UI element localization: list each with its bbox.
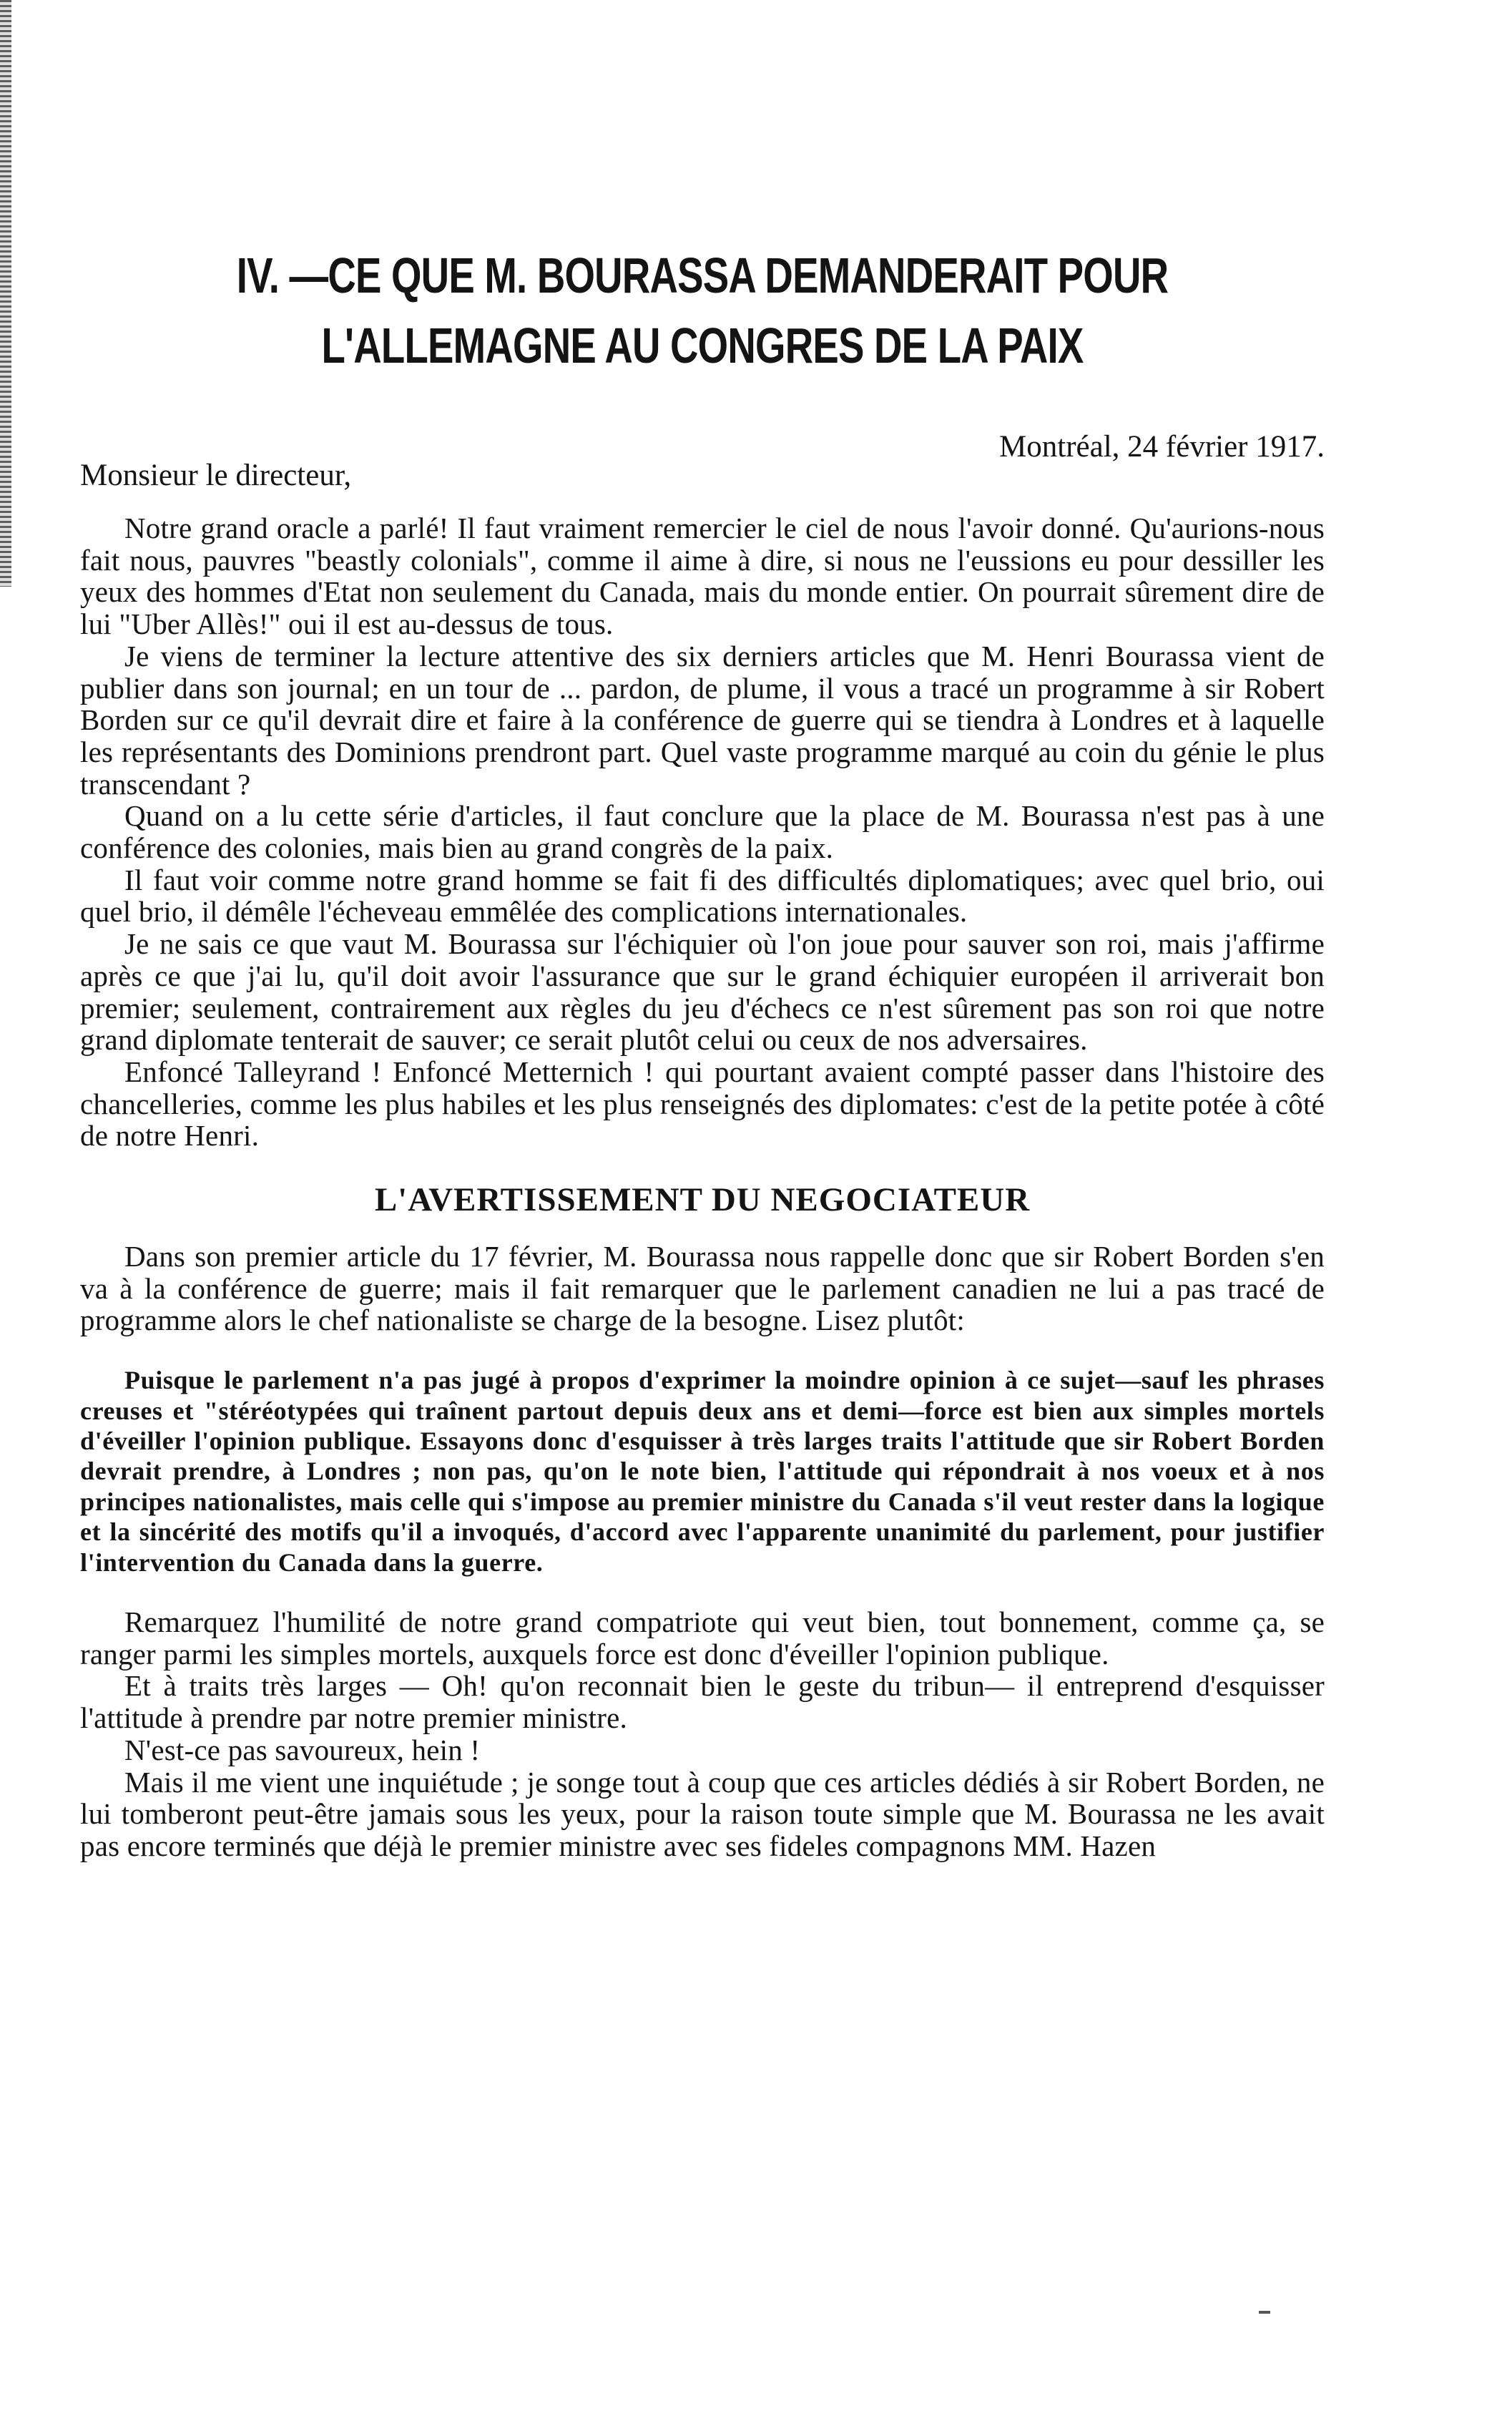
paragraph: Remarquez l'humilité de notre grand compatriote qui veut bien, tout bonnement, comme ça, se ranger parmi les simples mortels, auxquels force est donc d'éveiller l'opinion publique. <box>80 1605 1325 1671</box>
chapter-title-line-1: IV. —CE QUE M. BOURASSA DEMANDERAIT POUR <box>236 248 1169 303</box>
paragraph: Et à traits très larges — Oh! qu'on reconnait bien le geste du tribun— il entreprend d'esquisser l'attitude à prendre par notre premier ministre. <box>80 1669 1325 1735</box>
paragraph: N'est-ce pas savoureux, hein ! <box>124 1733 481 1766</box>
chapter-title-line-2: L'ALLEMAGNE AU CONGRES DE LA PAIX <box>321 318 1084 373</box>
paragraph: Je viens de terminer la lecture attentive des six derniers articles que M. Henri Bourassa vient de publier dans son journal; en un tour de ... pardon, de plume, il vous a tracé un programme à sir Robert Borden sur ce qu'il devrait dire et faire à la conférence de guerre qui se tiendra à Londres et à laquelle les représentants des Dominions prendront part. Quel vaste programme marqué au coin du génie le plus transcendant ? <box>80 639 1325 801</box>
chapter-title <box>217 240 1187 381</box>
paragraph: Mais il me vient une inquiétude ; je songe tout à coup que ces articles dédiés à sir Robert Borden, ne lui tomberont peut-être jamais sous les yeux, pour la raison toute simple que M. Bourassa ne les avait pas encore terminés que déjà le premier ministre avec ses fideles compagnons MM. Hazen <box>80 1765 1325 1862</box>
paragraph: Notre grand oracle a parlé! Il faut vraiment remercier le ciel de nous l'avoir donné. Qu'aurions-nous fait nous, pauvres "beastly colonials", comme il aime à dire, si nous ne l'eussions eu pour dessiller les yeux des hommes d'Etat non seulement du Canada, mais du monde entier. On pourrait sûrement dire de lui "Uber Allès!" oui il est au-dessus de tous. <box>80 512 1325 641</box>
paragraph: Quand on a lu cette série d'articles, il faut conclure que la place de M. Bourassa n'est pas à une conférence des colonies, mais bien au grand congrès de la paix. <box>80 799 1325 865</box>
paragraph: Dans son premier article du 17 février, M. Bourassa nous rappelle donc que sir Robert Borden s'en va à la conférence de guerre; mais il fait remarquer que le parlement canadien ne lui a pas tracé de programme alors le chef nationaliste se charge de la besogne. Lisez plutôt: <box>80 1240 1325 1337</box>
paragraph: Enfoncé Talleyrand ! Enfoncé Metternich ! qui pourtant avaient compté passer dans l'histoire des chancelleries, comme les plus habiles et les plus renseignés des diplomates: c'est de la petite potée à côté de notre Henri. <box>80 1055 1325 1153</box>
print-mark <box>1259 2311 1270 2314</box>
section-heading: L'AVERTISSEMENT DU NEGOCIATEUR <box>374 1181 1031 1219</box>
letter-dateline: Montréal, 24 février 1917. <box>999 430 1325 464</box>
quote-text: Puisque le parlement n'a pas jugé à propos d'exprimer la moindre opinion à ce sujet—sauf les phrases creuses et "stéréotypées qui traînent partout depuis deux ans et demi—force est bien aux simples mortels d'éveiller l'opinion publique. Essayons donc d'esquisser à très larges traits l'attitude que sir Robert Borden devrait prendre, à Londres ; non pas, qu'on le note bien, l'attitude qui répondrait à nos voeux et à nos principes nationalistes, mais celle qui s'impose au premier ministre du Canada s'il veut rester dans la logique et la sincérité des motifs qu'il a invoqués, d'accord avec l'apparente unanimité du parlement, pour justifier l'intervention du Canada dans la guerre. <box>80 1366 1325 1577</box>
scanned-page-edge <box>0 0 11 587</box>
paragraph: Il faut voir comme notre grand homme se fait fi des difficultés diplomatiques; avec quel brio, oui quel brio, il démêle l'écheveau emmêlée des complications internationales. <box>80 863 1325 929</box>
letter-body <box>80 512 1325 1862</box>
letter-salutation: Monsieur le directeur, <box>80 459 352 492</box>
paragraph: Je ne sais ce que vaut M. Bourassa sur l'échiquier où l'on joue pour sauver son roi, mais j'affirme après ce que j'ai lu, qu'il doit avoir l'assurance que sur le grand échiquier européen il arriverait bon premier; seulement, contrairement aux règles du jeu d'échecs ce n'est sûrement pas son roi que notre grand diplomate tenterait de sauver; ce serait plutôt celui ou ceux de nos adversaires. <box>80 927 1325 1057</box>
block-quote <box>80 1365 1325 1578</box>
